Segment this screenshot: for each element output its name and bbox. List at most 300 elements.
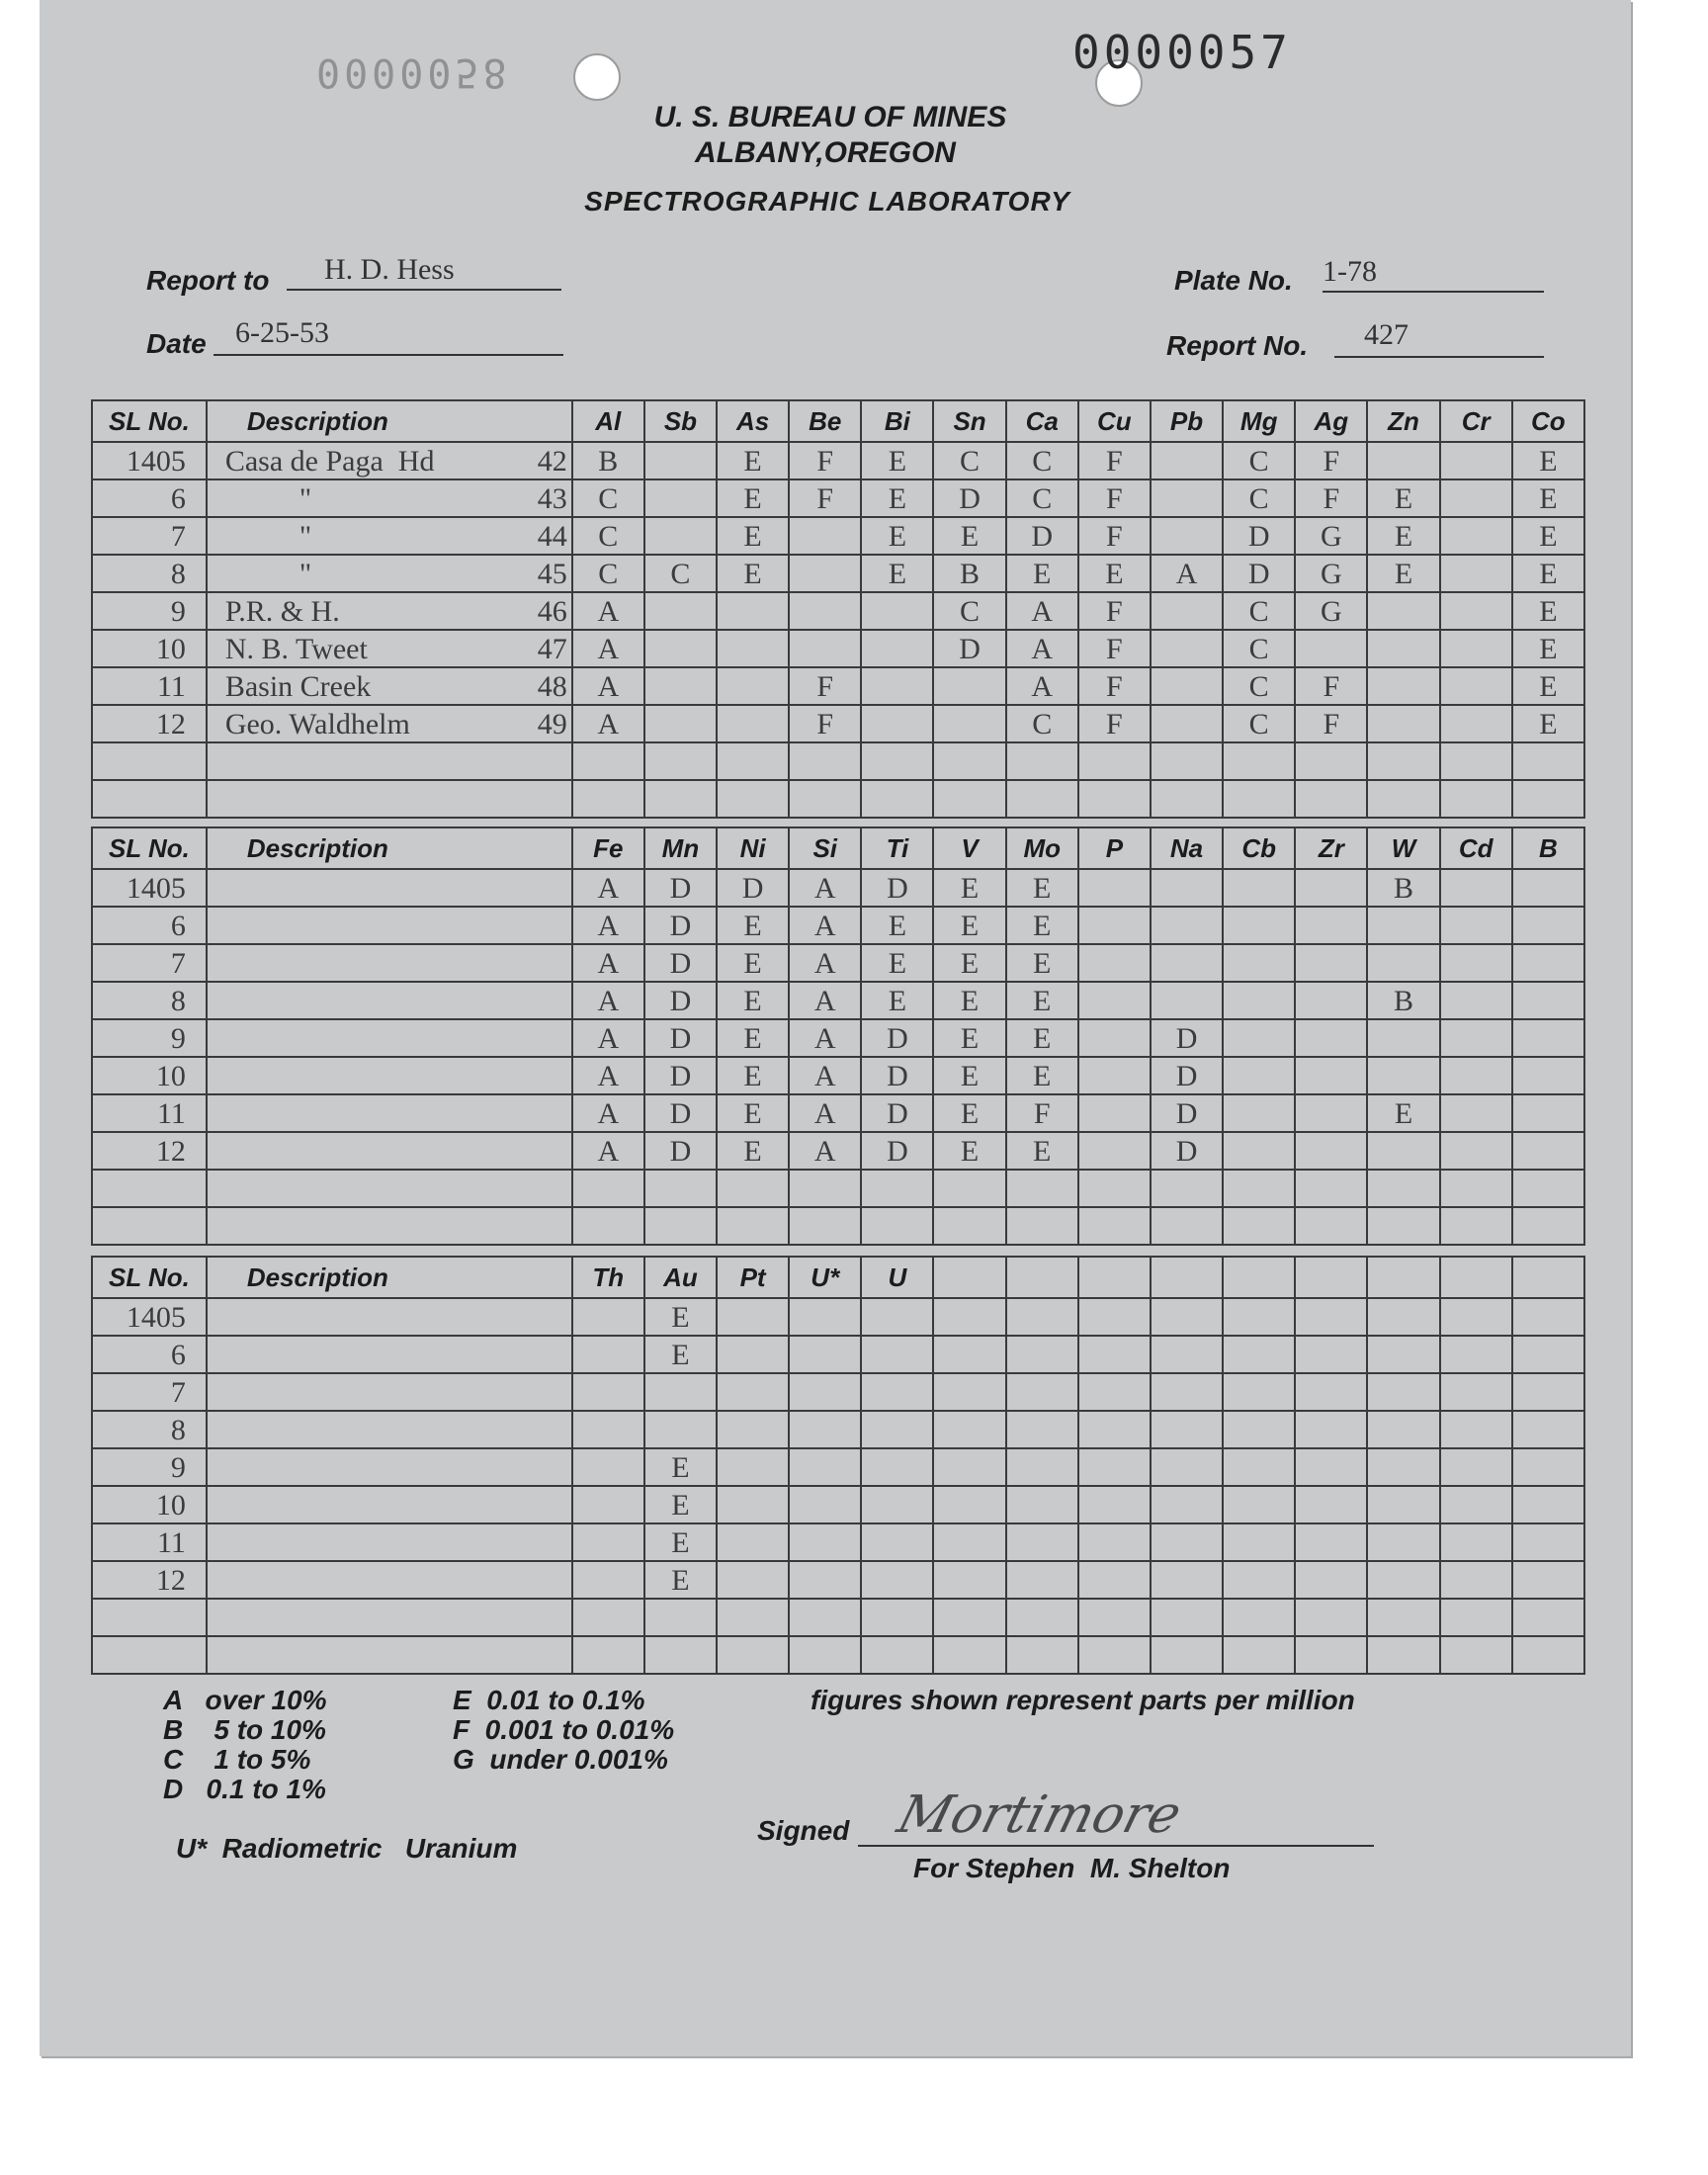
value-cell (1223, 1132, 1295, 1170)
value-cell (1440, 742, 1512, 780)
value-cell (572, 1170, 644, 1207)
value-cell: E (1006, 1057, 1078, 1094)
element-header: U* (789, 1257, 861, 1298)
value-cell (1440, 982, 1512, 1019)
description-cell (207, 517, 572, 555)
value-cell: C (1223, 442, 1295, 479)
table-row (92, 1019, 1584, 1057)
description-cell (207, 907, 572, 944)
value-cell (1367, 592, 1439, 630)
table-row (92, 1599, 1584, 1636)
value-cell (1440, 1486, 1512, 1523)
sl-no-cell: 7 (92, 517, 207, 555)
value-cell (1367, 1486, 1439, 1523)
value-cell: E (717, 479, 789, 517)
value-cell (789, 517, 861, 555)
description-cell (207, 869, 572, 907)
report-no-value: 427 (1364, 318, 1409, 351)
value-cell (1440, 1207, 1512, 1245)
value-cell (1367, 1561, 1439, 1599)
sl-no-cell: 12 (92, 705, 207, 742)
value-cell (789, 780, 861, 818)
value-cell (1367, 742, 1439, 780)
value-cell (1512, 1486, 1584, 1523)
value-cell: E (644, 1336, 717, 1373)
value-cell (717, 592, 789, 630)
value-cell (1151, 1373, 1223, 1411)
value-cell: G (1295, 517, 1367, 555)
value-cell: E (933, 517, 1005, 555)
value-cell: A (572, 667, 644, 705)
value-cell (1006, 742, 1078, 780)
value-cell (789, 742, 861, 780)
sl-no-cell (92, 1636, 207, 1674)
value-cell (933, 1298, 1005, 1336)
value-cell (717, 667, 789, 705)
agency-title: U. S. BUREAU OF MINES (653, 101, 1007, 133)
value-cell (1367, 780, 1439, 818)
value-cell: E (1512, 442, 1584, 479)
value-cell (1440, 592, 1512, 630)
element-header (1006, 1257, 1078, 1298)
value-cell: E (933, 907, 1005, 944)
analysis-table-3 (91, 1256, 1585, 1675)
table-row (92, 667, 1584, 705)
value-cell (717, 780, 789, 818)
description-cell (207, 1599, 572, 1636)
value-cell (789, 1207, 861, 1245)
sample-number: 49 (537, 708, 567, 740)
value-cell (933, 705, 1005, 742)
value-cell: E (1006, 944, 1078, 982)
value-cell (572, 1298, 644, 1336)
value-cell (644, 742, 717, 780)
sample-number: 48 (537, 670, 567, 703)
value-cell: C (933, 592, 1005, 630)
value-cell (1151, 982, 1223, 1019)
value-cell (1151, 1298, 1223, 1336)
value-cell (644, 705, 717, 742)
value-cell (933, 1448, 1005, 1486)
value-cell: A (572, 592, 644, 630)
description-cell (207, 1336, 572, 1373)
plate-value: 1-78 (1323, 255, 1377, 288)
value-cell: F (1078, 517, 1151, 555)
element-header: Be (789, 400, 861, 442)
value-cell: F (789, 705, 861, 742)
value-cell: E (644, 1486, 717, 1523)
table-row (92, 630, 1584, 667)
value-cell: A (1006, 667, 1078, 705)
value-cell (1512, 1094, 1584, 1132)
sl-no-cell (92, 742, 207, 780)
description-cell (207, 555, 572, 592)
value-cell (1440, 1298, 1512, 1336)
value-cell: D (1151, 1132, 1223, 1170)
value-cell (789, 1448, 861, 1486)
value-cell: C (1006, 479, 1078, 517)
value-cell (861, 1298, 933, 1336)
value-cell (861, 1170, 933, 1207)
element-header (933, 1257, 1005, 1298)
value-cell: F (1078, 667, 1151, 705)
value-cell: E (861, 944, 933, 982)
value-cell: G (1295, 555, 1367, 592)
value-cell: D (644, 1132, 717, 1170)
element-header: P (1078, 827, 1151, 869)
value-cell (1367, 1523, 1439, 1561)
value-cell (1006, 780, 1078, 818)
value-cell (861, 1411, 933, 1448)
value-cell: D (644, 907, 717, 944)
value-cell (1440, 1561, 1512, 1599)
sample-number: 43 (537, 482, 567, 515)
value-cell (861, 630, 933, 667)
value-cell: F (1078, 630, 1151, 667)
legend-d: D 0.1 to 1% (163, 1774, 326, 1804)
sl-no-cell: 8 (92, 1411, 207, 1448)
value-cell: D (933, 630, 1005, 667)
value-cell (861, 1448, 933, 1486)
description-text: Basin Creek (224, 670, 372, 703)
value-cell: E (933, 1094, 1005, 1132)
value-cell (1295, 742, 1367, 780)
value-cell (1295, 1448, 1367, 1486)
value-cell: E (1512, 630, 1584, 667)
value-cell: A (1151, 555, 1223, 592)
value-cell (644, 1411, 717, 1448)
value-cell (1006, 1373, 1078, 1411)
value-cell (1151, 907, 1223, 944)
value-cell: F (789, 442, 861, 479)
sl-no-cell: 11 (92, 667, 207, 705)
sl-no-cell: 12 (92, 1561, 207, 1599)
value-cell: F (1078, 442, 1151, 479)
value-cell (1295, 1170, 1367, 1207)
sl-no-cell: 1405 (92, 1298, 207, 1336)
value-cell (1295, 982, 1367, 1019)
value-cell (1006, 1336, 1078, 1373)
value-cell (572, 1411, 644, 1448)
value-cell: B (572, 442, 644, 479)
value-cell (1367, 667, 1439, 705)
sl-no-cell: 9 (92, 1019, 207, 1057)
document-number: 0000057 (1072, 26, 1292, 79)
description-cell (207, 667, 572, 705)
description-text: " (224, 558, 312, 590)
value-cell: E (644, 1523, 717, 1561)
signature-underline (858, 1845, 1374, 1847)
value-cell: A (572, 1057, 644, 1094)
value-cell: B (1367, 869, 1439, 907)
value-cell (644, 1636, 717, 1674)
value-cell: E (1512, 592, 1584, 630)
table-row (92, 1132, 1584, 1170)
value-cell (861, 1636, 933, 1674)
sl-no-cell: 8 (92, 555, 207, 592)
value-cell: D (1223, 555, 1295, 592)
sl-no-header: SL No. (92, 400, 207, 442)
table-header-row (92, 1257, 1584, 1298)
sl-no-cell: 6 (92, 479, 207, 517)
value-cell: E (717, 1094, 789, 1132)
value-cell (1151, 1411, 1223, 1448)
value-cell (1440, 555, 1512, 592)
value-cell: E (861, 982, 933, 1019)
sl-no-cell (92, 1599, 207, 1636)
value-cell (717, 1207, 789, 1245)
value-cell (644, 479, 717, 517)
value-cell (1151, 1561, 1223, 1599)
element-header: Bi (861, 400, 933, 442)
value-cell (572, 742, 644, 780)
value-cell (1512, 944, 1584, 982)
value-cell (1512, 1336, 1584, 1373)
value-cell (861, 705, 933, 742)
value-cell: D (861, 1019, 933, 1057)
value-cell: E (1367, 479, 1439, 517)
value-cell: A (572, 982, 644, 1019)
value-cell: E (1367, 1094, 1439, 1132)
table-row (92, 1373, 1584, 1411)
value-cell (572, 1523, 644, 1561)
value-cell (1078, 1411, 1151, 1448)
value-cell: A (789, 869, 861, 907)
sl-no-cell (92, 1207, 207, 1245)
analysis-table-2 (91, 826, 1585, 1246)
value-cell: E (861, 479, 933, 517)
value-cell (1006, 1599, 1078, 1636)
value-cell (1078, 1599, 1151, 1636)
value-cell (1223, 1207, 1295, 1245)
value-cell (1440, 1057, 1512, 1094)
value-cell: C (572, 479, 644, 517)
value-cell (861, 742, 933, 780)
value-cell: C (572, 517, 644, 555)
value-cell (1295, 944, 1367, 982)
element-header (1151, 1257, 1223, 1298)
value-cell: D (1151, 1019, 1223, 1057)
value-cell (1295, 1561, 1367, 1599)
value-cell: E (717, 944, 789, 982)
value-cell (1151, 1448, 1223, 1486)
value-cell (789, 1170, 861, 1207)
description-header: Description (207, 1257, 572, 1298)
value-cell (1295, 1599, 1367, 1636)
value-cell: D (1006, 517, 1078, 555)
report-to-label: Report to (146, 265, 270, 296)
table-row (92, 1636, 1584, 1674)
value-cell (1151, 592, 1223, 630)
value-cell (1367, 1019, 1439, 1057)
value-cell (933, 1523, 1005, 1561)
value-cell (1295, 630, 1367, 667)
value-cell (572, 1636, 644, 1674)
table-row (92, 1170, 1584, 1207)
value-cell (572, 1373, 644, 1411)
value-cell (644, 1207, 717, 1245)
sl-no-cell: 7 (92, 944, 207, 982)
value-cell (1151, 1599, 1223, 1636)
punch-hole-left (573, 53, 621, 101)
value-cell (1440, 1336, 1512, 1373)
value-cell (861, 1561, 933, 1599)
element-header: W (1367, 827, 1439, 869)
value-cell (1295, 1523, 1367, 1561)
table-row (92, 442, 1584, 479)
value-cell: F (1295, 667, 1367, 705)
value-cell (789, 630, 861, 667)
value-cell (1440, 630, 1512, 667)
value-cell (1512, 780, 1584, 818)
value-cell (1078, 1170, 1151, 1207)
value-cell: E (933, 982, 1005, 1019)
table-row (92, 944, 1584, 982)
value-cell (933, 1373, 1005, 1411)
value-cell (1512, 1448, 1584, 1486)
sl-no-cell: 10 (92, 1486, 207, 1523)
value-cell (861, 1599, 933, 1636)
value-cell (1512, 869, 1584, 907)
value-cell: E (933, 869, 1005, 907)
value-cell (1078, 1019, 1151, 1057)
description-cell (207, 592, 572, 630)
value-cell (1295, 1132, 1367, 1170)
value-cell (572, 1448, 644, 1486)
value-cell (1151, 742, 1223, 780)
table-row (92, 705, 1584, 742)
value-cell (1512, 1057, 1584, 1094)
value-cell (1223, 1523, 1295, 1561)
value-cell (1440, 1523, 1512, 1561)
value-cell (1512, 1373, 1584, 1411)
value-cell: E (861, 907, 933, 944)
value-cell (1223, 1094, 1295, 1132)
element-header: Cu (1078, 400, 1151, 442)
sl-no-cell: 8 (92, 982, 207, 1019)
value-cell (1440, 1636, 1512, 1674)
value-cell: D (644, 869, 717, 907)
report-no-underline (1334, 356, 1544, 358)
value-cell (644, 1373, 717, 1411)
value-cell: F (1078, 479, 1151, 517)
value-cell (1512, 982, 1584, 1019)
value-cell (1151, 442, 1223, 479)
element-header: Cd (1440, 827, 1512, 869)
ppm-note: figures shown represent parts per million (811, 1685, 1355, 1715)
value-cell: C (1223, 630, 1295, 667)
value-cell (933, 742, 1005, 780)
value-cell: C (1223, 667, 1295, 705)
value-cell (933, 1486, 1005, 1523)
value-cell (1440, 944, 1512, 982)
value-cell (1440, 705, 1512, 742)
value-cell (789, 1636, 861, 1674)
value-cell: D (861, 1132, 933, 1170)
element-header: Sn (933, 400, 1005, 442)
value-cell: C (1223, 705, 1295, 742)
value-cell (861, 1373, 933, 1411)
value-cell (1295, 780, 1367, 818)
value-cell (1223, 944, 1295, 982)
value-cell (1223, 1019, 1295, 1057)
sl-no-header: SL No. (92, 827, 207, 869)
value-cell: A (572, 1019, 644, 1057)
value-cell (1151, 1207, 1223, 1245)
value-cell: C (644, 555, 717, 592)
value-cell (717, 1599, 789, 1636)
table-row (92, 1486, 1584, 1523)
description-cell (207, 1057, 572, 1094)
description-cell (207, 1636, 572, 1674)
value-cell (1223, 1561, 1295, 1599)
value-cell: B (933, 555, 1005, 592)
value-cell (1512, 742, 1584, 780)
value-cell (717, 705, 789, 742)
value-cell (572, 1561, 644, 1599)
sample-number: 45 (537, 558, 567, 590)
element-header: Cr (1440, 400, 1512, 442)
description-header: Description (207, 400, 572, 442)
sample-number: 42 (537, 445, 567, 478)
value-cell (1078, 1336, 1151, 1373)
sample-number: 46 (537, 595, 567, 628)
value-cell (1006, 1207, 1078, 1245)
element-header: Na (1151, 827, 1223, 869)
description-cell (207, 982, 572, 1019)
description-cell (207, 1094, 572, 1132)
value-cell (1078, 944, 1151, 982)
element-header: Cb (1223, 827, 1295, 869)
value-cell: E (717, 1132, 789, 1170)
value-cell (1078, 780, 1151, 818)
value-cell (1367, 1636, 1439, 1674)
value-cell: A (1006, 592, 1078, 630)
table-row (92, 1561, 1584, 1599)
legend-c: C 1 to 5% (163, 1744, 311, 1775)
element-header: Co (1512, 400, 1584, 442)
value-cell: E (861, 442, 933, 479)
value-cell (861, 592, 933, 630)
value-cell: E (717, 982, 789, 1019)
element-header: V (933, 827, 1005, 869)
description-text: " (224, 520, 312, 553)
element-header: Fe (572, 827, 644, 869)
value-cell: D (644, 944, 717, 982)
value-cell: D (1151, 1094, 1223, 1132)
description-text: " (224, 482, 312, 515)
value-cell (861, 1336, 933, 1373)
value-cell (1006, 1170, 1078, 1207)
value-cell: A (572, 944, 644, 982)
value-cell (644, 1599, 717, 1636)
report-no-label: Report No. (1166, 330, 1309, 361)
value-cell (1223, 780, 1295, 818)
description-cell (207, 630, 572, 667)
value-cell (933, 1336, 1005, 1373)
table-row (92, 1298, 1584, 1336)
value-cell (1223, 1411, 1295, 1448)
value-cell: E (1367, 517, 1439, 555)
sl-no-cell: 7 (92, 1373, 207, 1411)
description-cell (207, 1132, 572, 1170)
description-cell (207, 1170, 572, 1207)
date-value: 6-25-53 (235, 316, 329, 349)
sl-no-header: SL No. (92, 1257, 207, 1298)
value-cell: F (789, 479, 861, 517)
value-cell: A (572, 705, 644, 742)
value-cell: E (1006, 1132, 1078, 1170)
